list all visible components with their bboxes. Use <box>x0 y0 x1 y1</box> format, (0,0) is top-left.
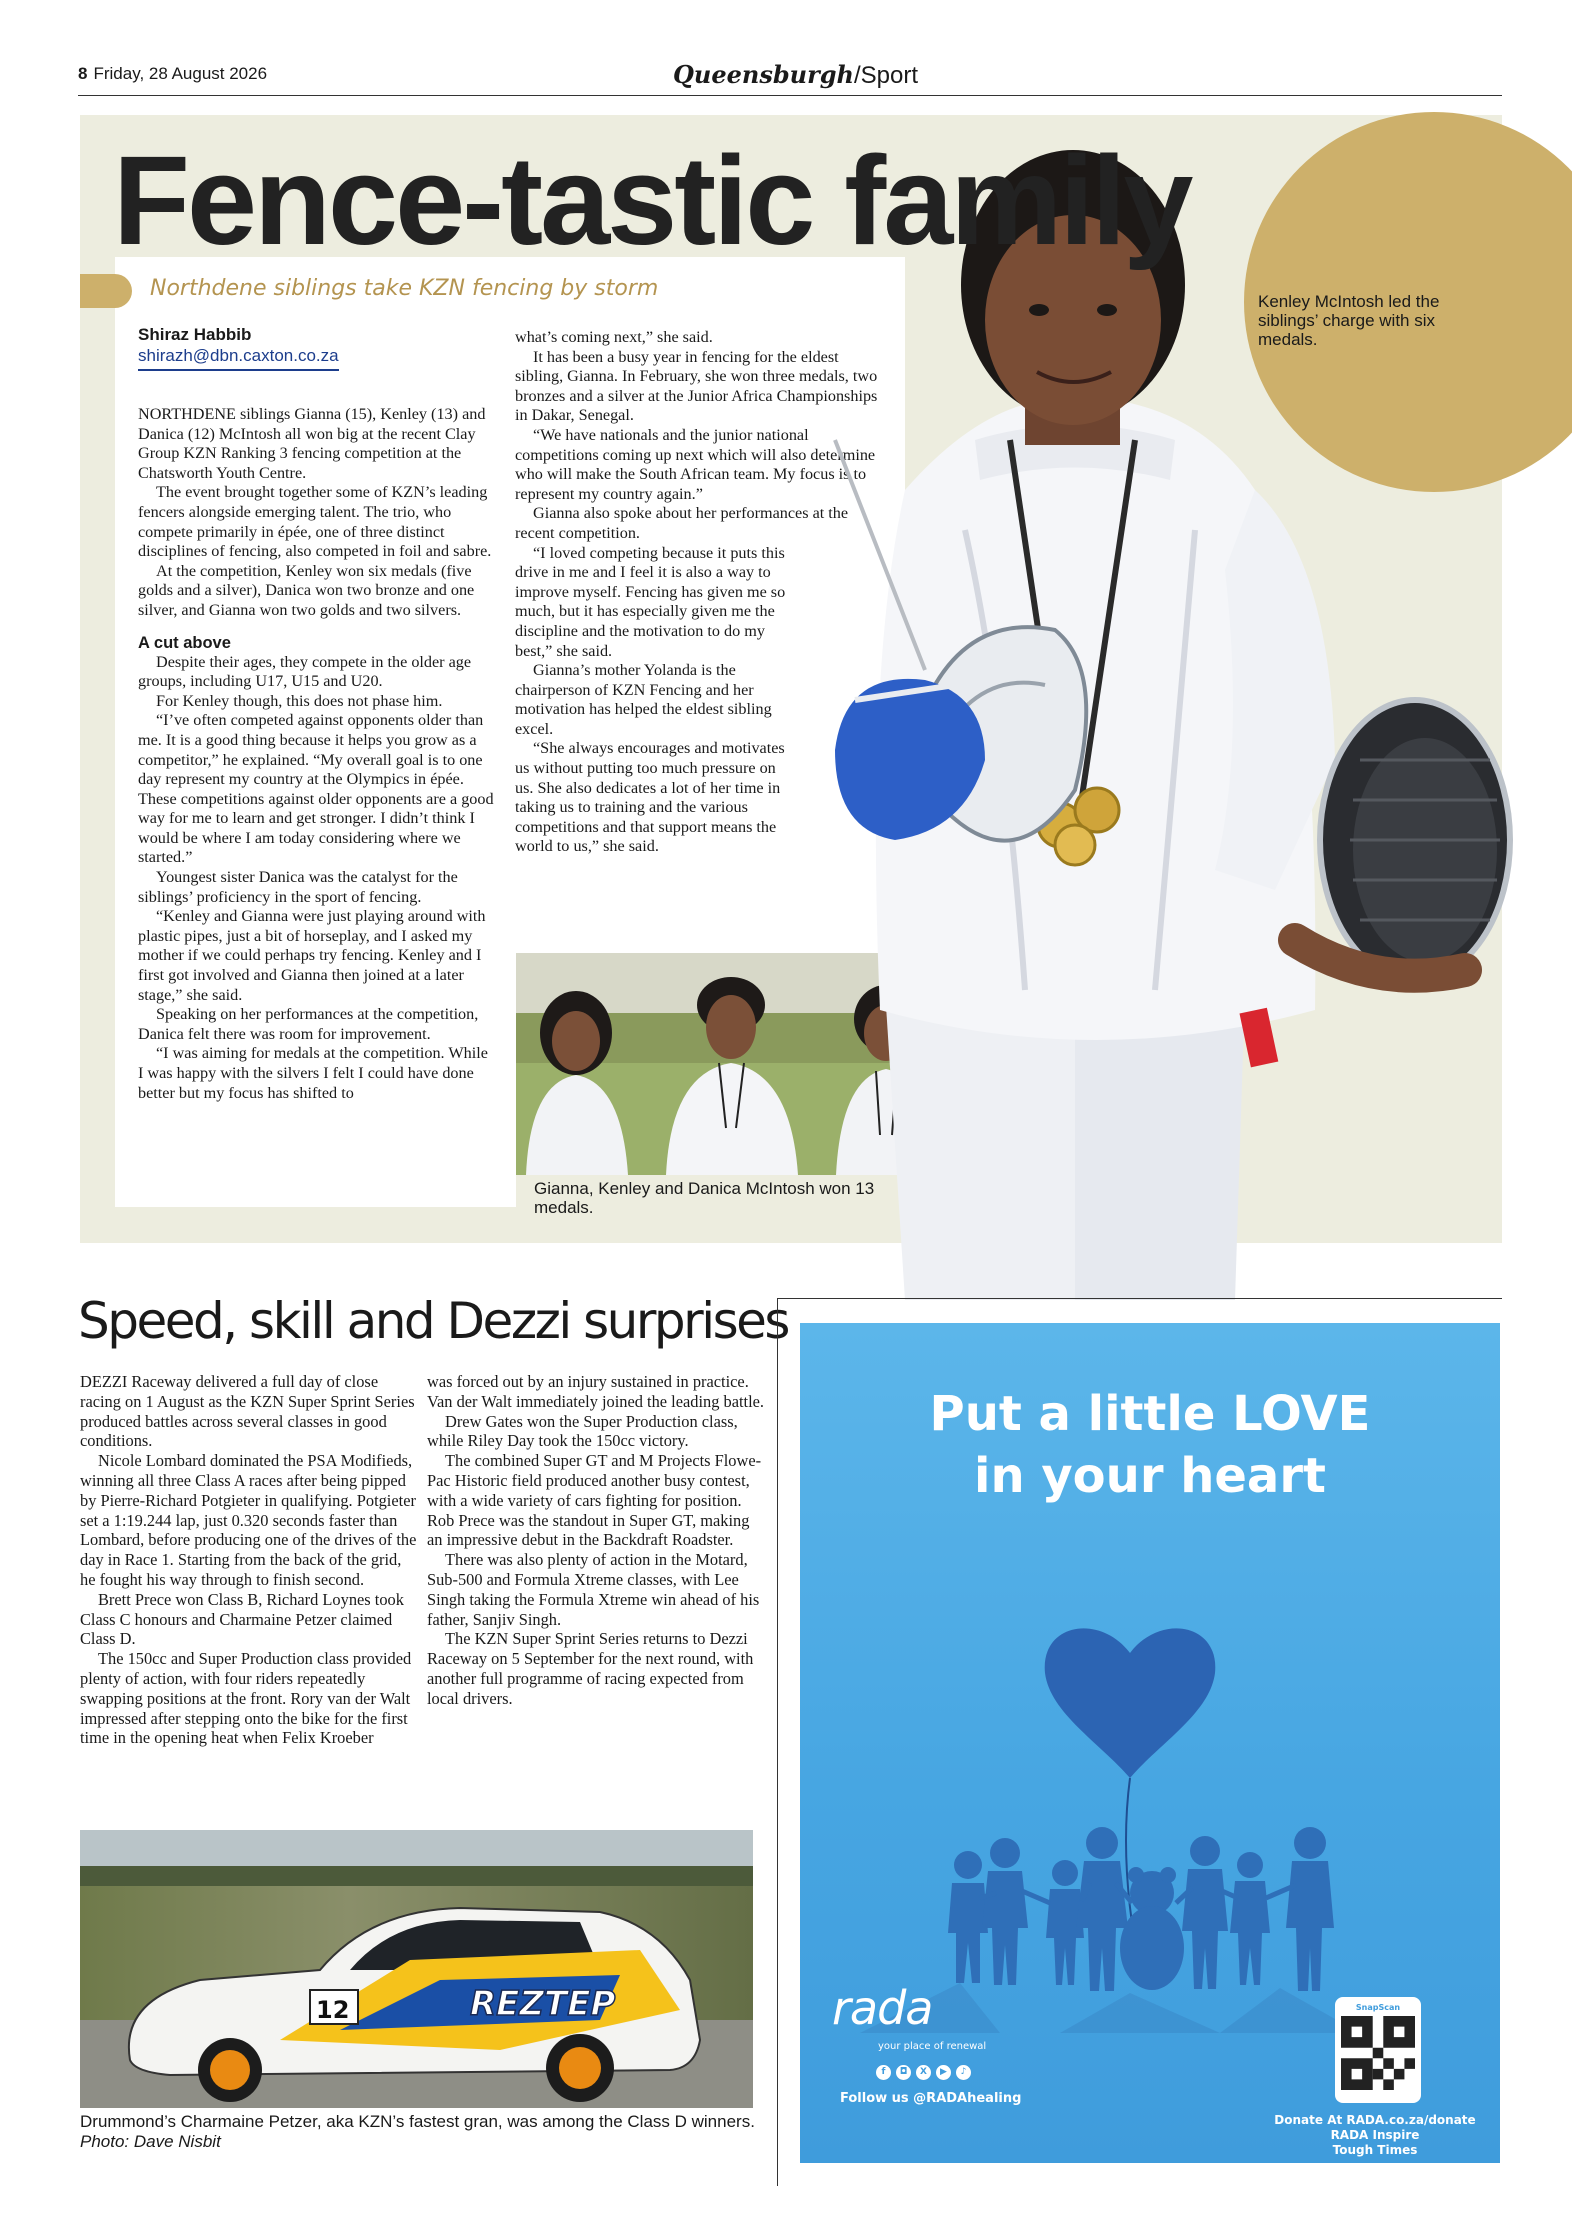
heart-balloon-illustration <box>800 1553 1500 2033</box>
car-caption-text: Drummond’s Charmaine Petzer, aka KZN’s fastest gran, was among the Class D winners. <box>80 2112 755 2131</box>
social-icons <box>876 2065 971 2080</box>
paragraph: Drew Gates won the Super Production class, while Riley Day took the 150cc victory. <box>427 1411 738 1451</box>
paragraph: The 150cc and Super Production class provided plenty of action, with four riders repeatedly swapping positions at the front. Rory van der Walt impressed after stepping onto the bike for the first time in the opening heat when Felix Kroeber <box>80 1649 412 1748</box>
donate-url: Donate At RADA.co.za/donate <box>1274 2113 1476 2127</box>
paragraph: The KZN Super Sprint Series returns to Dezzi Raceway on 5 September for the next round, with another full programme of racing expected from local drivers. <box>427 1629 754 1708</box>
kicker: Northdene siblings take KZN fencing by storm <box>150 276 659 301</box>
story2-column-2 <box>427 1372 767 1709</box>
rada-logo: rada <box>832 1981 933 2035</box>
ad-headline <box>800 1383 1500 1507</box>
car-number: 12 <box>316 1996 350 2024</box>
paragraph: There was also plenty of action in the Motard, Sub-500 and Formula Xtreme classes, with Lee Singh taking the Formula Xtreme win ahead of his father, Sanjiv Singh. <box>427 1550 760 1629</box>
qr-code-icon <box>1341 2016 1415 2090</box>
paragraph: For Kenley though, this does not phase him. <box>156 691 443 710</box>
paragraph: “I’ve often competed against opponents older than me. It is a good thing because it helps you grow as a competitor,” he explained. “My overall goal is to one day represent my country at the Olympics in épée. These competitions against older opponents are a good way for me to learn and get stronger. I didn’t think I would be where I am today considering where we started.” <box>138 711 494 867</box>
org-name-2: Tough Times <box>1332 2143 1418 2157</box>
paragraph: DEZZI Raceway delivered a full day of close racing on 1 August as the KZN Super Sprint Series produced battles across several classes in good conditions. <box>80 1372 415 1451</box>
facebook-icon[interactable]: f <box>876 2065 891 2080</box>
paragraph: Gianna also spoke about her performances at the recent competition. <box>515 504 849 542</box>
youtube-icon[interactable]: ▶ <box>936 2065 951 2080</box>
page-header <box>78 60 1502 96</box>
paragraph: Despite their ages, they compete in the older age groups, including U17, U15 and U20. <box>138 652 472 691</box>
rada-advert[interactable] <box>800 1323 1500 2163</box>
paragraph: The event brought together some of KZN’s leading fencers alongside emerging talent. The trio, who compete primarily in épée, one of three distinct disciplines of fencing, also competed in foil and sabre. <box>138 483 492 561</box>
paragraph: Nicole Lombard dominated the PSA Modifieds, winning all three Class A races after being pipped by Pierre-Richard Potgieter in qualifying. Potgieter set a 1:19.244 lap, just 0.320 seconds faster than Lombard, before producing one of the drives of the day in Race 1. Starting from the back of the grid, he fought his way through to finish second. <box>80 1451 417 1589</box>
publication-name: Queensburgh <box>673 60 854 89</box>
paragraph: “She always encourages and motivates us without putting too much pressure on us. She also dedicates a lot of her time in taking us to training and the various competitions and that support means the world to us,” she said. <box>515 739 785 856</box>
tiktok-icon[interactable]: ♪ <box>956 2065 971 2080</box>
car-livery-text: REZTEP <box>470 1984 616 2024</box>
section-name: /Sport <box>853 62 918 89</box>
car-photo-caption <box>80 2112 760 2152</box>
fencer-photo <box>775 110 1535 1310</box>
ad-headline-line-2: in your heart <box>974 1448 1326 1504</box>
paragraph: “Kenley and Gianna were just playing around with plastic pipes, just a bit of horseplay, and I asked my mother if we could perhaps try fencing. Kenley and I first got involved and Gianna then joined at a later stage,” she said. <box>138 907 486 1004</box>
ad-follow-handle[interactable]: Follow us @RADAhealing <box>840 2091 1022 2106</box>
ad-headline-line-1: Put a little LOVE <box>929 1386 1371 1442</box>
paragraph: what’s coming next,” she said. <box>515 328 713 346</box>
paragraph: The combined Super GT and M Projects Flowe-Pac Historic field produced another busy contest, with a wide variety of cars fighting for position. Rob Prece was the standout in Super GT, making an impressive debut in the Backdraft Roadster. <box>427 1451 762 1550</box>
byline-email[interactable]: shirazh@dbn.caxton.co.za <box>138 346 339 371</box>
main-photo-caption: Kenley McIntosh led the siblings’ charge with six medals. <box>1258 292 1440 349</box>
masthead <box>673 60 918 90</box>
paragraph: “I was aiming for medals at the competition. While I was happy with the silvers I felt I could have done better but my focus has shifted to <box>138 1044 488 1102</box>
story2-headline: Speed, skill and Dezzi surprises <box>78 1292 788 1350</box>
paragraph: Speaking on her performances at the competition, Danica felt there was room for improvement. <box>138 1005 479 1043</box>
paragraph: NORTHDENE siblings Gianna (15), Kenley (13) and Danica (12) McIntosh all won big at the recent Clay Group KZN Ranking 3 fencing competition at the Chatsworth Youth Centre. <box>138 405 486 482</box>
paragraph: was forced out by an injury sustained in practice. Van der Walt immediately joined the leading battle. <box>427 1372 765 1411</box>
paragraph: Youngest sister Danica was the catalyst for the siblings’ proficiency in the sport of fencing. <box>138 868 458 906</box>
race-car-photo <box>80 1830 753 2108</box>
page-date: Friday, 28 August 2026 <box>93 64 268 83</box>
ad-tagline: your place of renewal <box>878 2041 987 2052</box>
page-number: 8 <box>78 64 88 83</box>
snapscan-label: SnapScan <box>1355 2003 1401 2012</box>
kicker-tab <box>80 274 132 308</box>
photo-credit: Photo: Dave Nisbit <box>80 2132 221 2151</box>
x-icon[interactable]: X <box>916 2065 931 2080</box>
paragraph: “We have nationals and the junior national competitions coming up next which will also determine who will make the South African team. My focus is to represent my country again.” <box>515 425 876 503</box>
story2-column-1 <box>80 1372 420 1748</box>
paragraph: It has been a busy year in fencing for the eldest sibling, Gianna. In February, she won three medals, two bronzes and a silver at the Junior Africa Championships in Dakar, Senegal. <box>515 347 878 425</box>
feature-column-1 <box>138 405 494 1103</box>
paragraph: At the competition, Kenley won six medals (five golds and a silver), Danica won two bronze and one silver, and Gianna won two golds and two silvers. <box>138 561 475 619</box>
page-info <box>78 64 267 84</box>
ad-donate[interactable] <box>1260 2113 1490 2158</box>
byline-author: Shiraz Habbib <box>138 325 252 344</box>
paragraph: Gianna’s mother Yolanda is the chairperson of KZN Fencing and her motivation has helped the eldest sibling excel. <box>515 661 772 738</box>
group-photo-caption: Gianna, Kenley and Danica McIntosh won 13 medals. <box>516 1175 946 1220</box>
subhead: A cut above <box>138 633 231 652</box>
feature-headline: Fence-tastic family <box>113 130 1191 271</box>
snapscan-qr[interactable] <box>1335 1997 1421 2103</box>
instagram-icon[interactable]: ◘ <box>896 2065 911 2080</box>
org-name-1: RADA Inspire <box>1330 2128 1420 2142</box>
paragraph: “I loved competing because it puts this drive in me and I feel it is also a way to improve myself. Fencing has given me so much, but it has especially given me the discipline and the motivation to do my best,” she said. <box>515 543 786 660</box>
paragraph: Brett Prece won Class B, Richard Loynes took Class C honours and Charmaine Petzer claimed Class D. <box>80 1589 404 1649</box>
